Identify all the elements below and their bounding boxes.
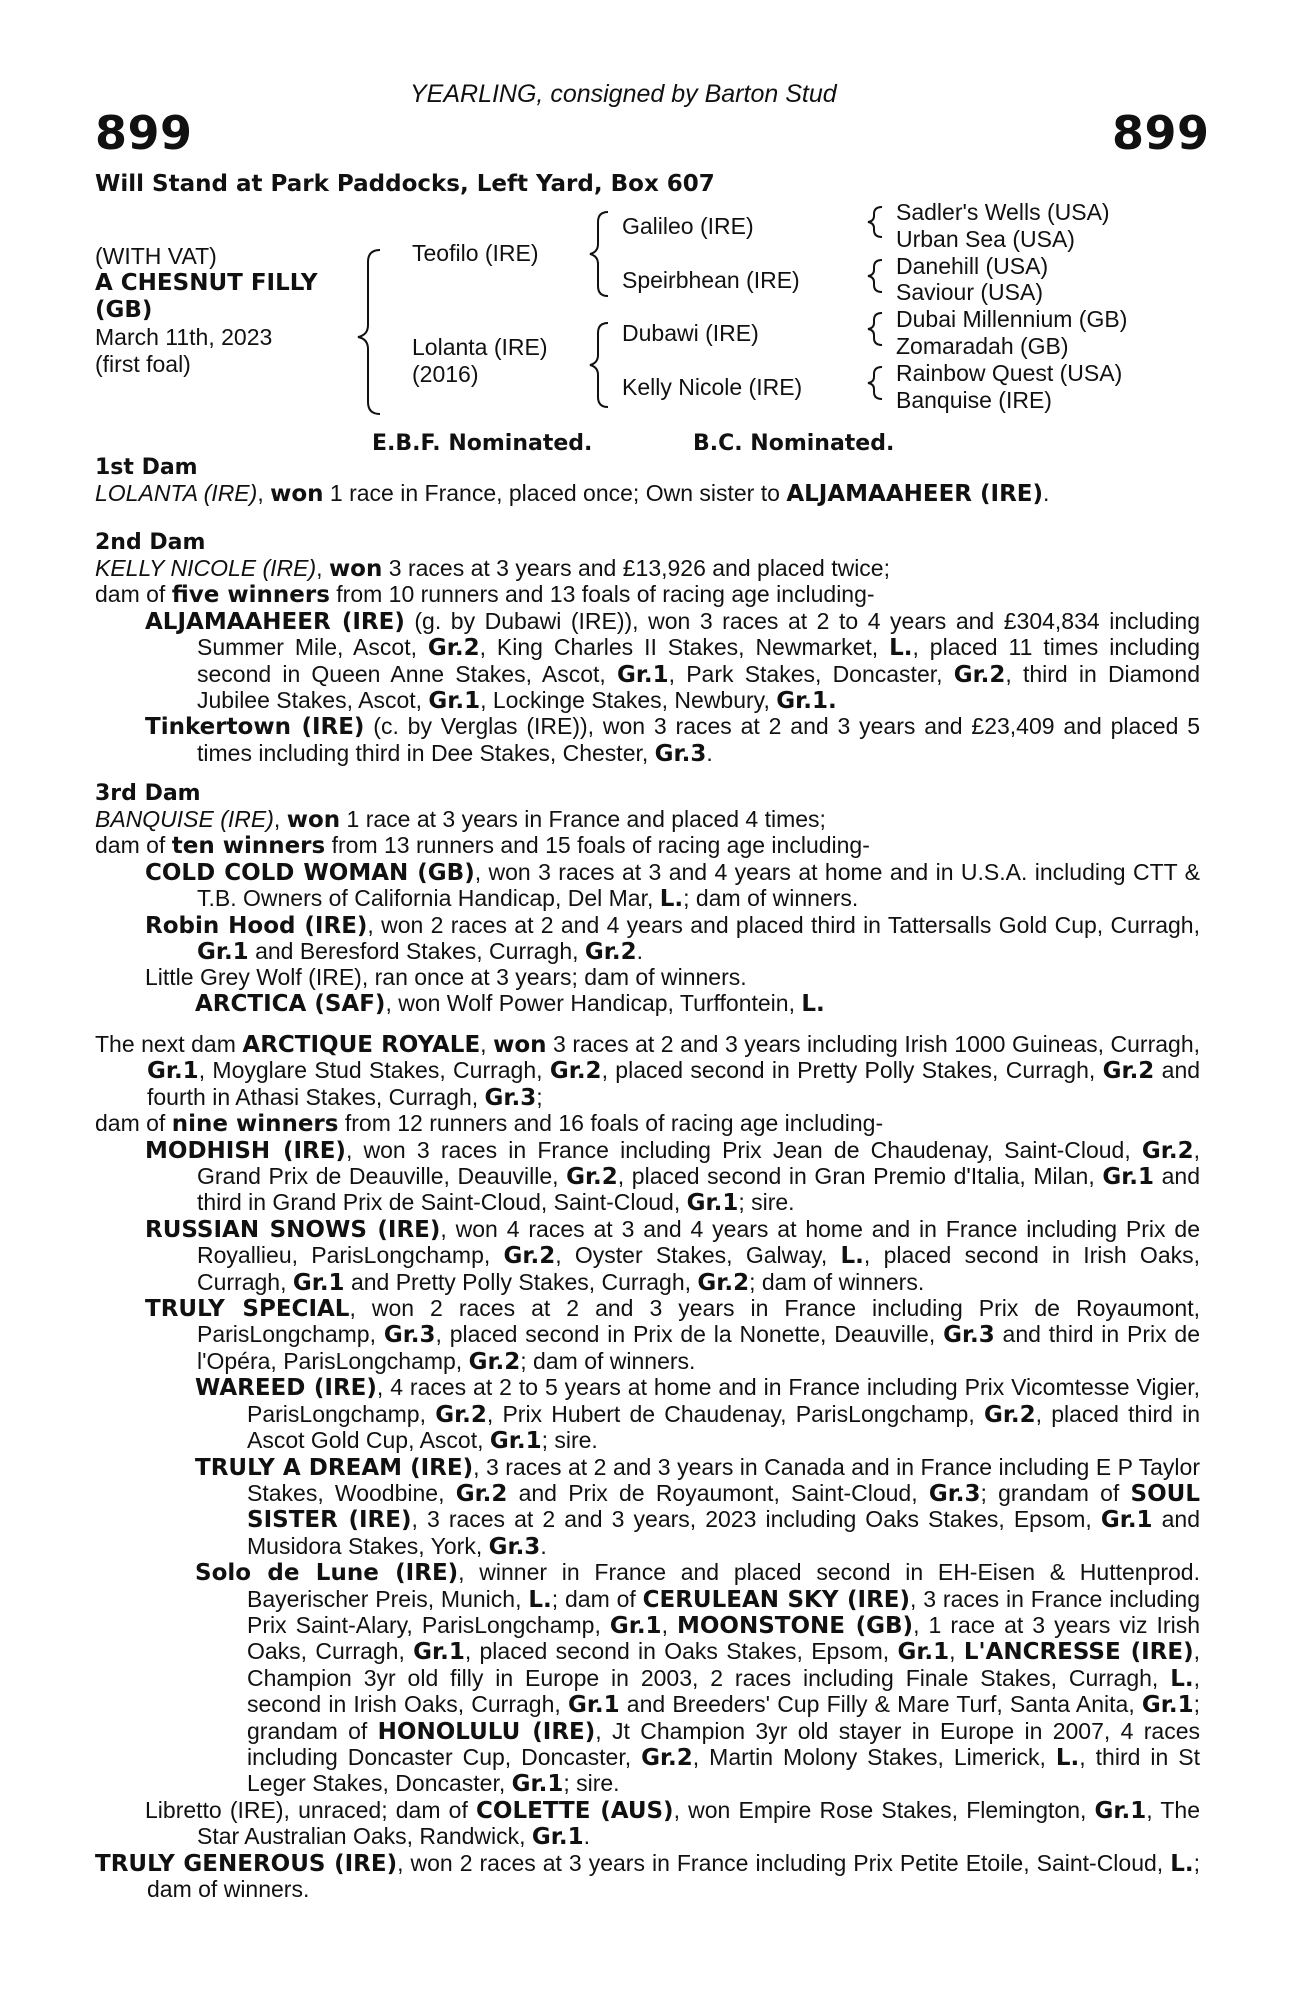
progeny-record: , won Empire Rose Stakes, Flemington, xyxy=(673,1796,1095,1823)
punct: . xyxy=(540,1532,547,1559)
grade: Gr.3 xyxy=(383,1322,436,1349)
winner-count: nine winners xyxy=(171,1111,339,1138)
grade: Gr.1 xyxy=(1102,1164,1155,1191)
horse-origin: (GB) xyxy=(95,297,153,323)
grade: Gr.1 xyxy=(1141,1692,1194,1719)
dam-of: dam of xyxy=(95,581,172,608)
race: , King Charles II Stakes, Newmarket, xyxy=(479,634,890,661)
great-grandsire-3: Danehill (USA) xyxy=(896,253,1049,279)
race: , placed third in Ascot Gold Cup, Ascot, xyxy=(247,1400,1200,1454)
grade: Gr.3 xyxy=(654,740,707,767)
punct: . xyxy=(827,688,837,715)
grade: Gr.1 xyxy=(776,688,828,715)
progeny-record: , won 3 races in France including Prix Jean de Chaudenay, Saint-Cloud, xyxy=(345,1136,1142,1163)
progeny-name: COLD COLD WOMAN (GB) xyxy=(145,859,475,886)
progeny-record: , won Wolf Power Handicap, Turffontein, xyxy=(385,989,802,1016)
grade: L. xyxy=(1170,1850,1194,1877)
race: , placed 11 times including second in Queen Anne Stakes, Ascot, xyxy=(197,634,1201,687)
note: ; dam of winners. xyxy=(749,1268,925,1295)
note: ; grandam of xyxy=(247,1691,1200,1744)
race: , Park Stakes, Doncaster, xyxy=(668,660,954,687)
race: and Beresford Stakes, Curragh, xyxy=(248,938,585,965)
progeny-record: , Champion 3yr old filly in Europe in 2003, 2 races including Finale Stakes, Curragh, xyxy=(247,1638,1201,1691)
grade: Gr.1 xyxy=(609,1612,662,1639)
grade: Gr.1 xyxy=(531,1824,584,1851)
next-dam-label: The next dam xyxy=(95,1031,243,1057)
race: , third in St Leger Stakes, Doncaster, xyxy=(247,1743,1201,1797)
progeny-name: MODHISH (IRE) xyxy=(145,1137,346,1164)
race: , Prix Hubert de Chaudenay, ParisLongchamp, xyxy=(486,1400,984,1427)
grade: Gr.2 xyxy=(503,1243,556,1270)
won-label: won xyxy=(270,481,324,507)
race: and fourth in Athasi Stakes, Curragh, xyxy=(147,1057,1201,1110)
lot-number-right: 899 xyxy=(1112,106,1210,160)
grade: L. xyxy=(840,1243,864,1270)
grade: Gr.1 xyxy=(197,939,249,966)
d1-name: LOLANTA (IRE) xyxy=(95,480,258,506)
grandsire-1: Galileo (IRE) xyxy=(622,213,754,239)
note: ; grandam of xyxy=(980,1479,1131,1506)
won-label: won xyxy=(286,807,341,833)
grade: Gr.2 xyxy=(468,1348,521,1375)
box-location: Will Stand at Park Paddocks, Left Yard, Box 607 xyxy=(95,171,715,197)
first-dam-heading: 1st Dam xyxy=(95,455,198,480)
won-label: won xyxy=(328,556,383,582)
progeny-name: MOONSTONE (GB) xyxy=(676,1612,914,1639)
punct: . xyxy=(706,739,713,766)
punct: , xyxy=(949,1638,964,1665)
d3-record: 1 race at 3 years in France and placed 4 times; xyxy=(340,806,826,832)
dam-year: (2016) xyxy=(412,361,479,387)
won-label: won xyxy=(493,1032,547,1058)
progeny-record: , won 2 races at 3 years in France including Prix Petite Etoile, Saint-Cloud, xyxy=(397,1849,1171,1876)
next-dam-name: ARCTIQUE ROYALE xyxy=(242,1032,481,1058)
next-dam-text: The next dam ARCTIQUE ROYALE, won 3 races at 2 and 3 years including Irish 1000 Guineas, Curragh, Gr.1, Moyglare Stud Stakes, Curragh, Gr.2, placed second in Pretty Polly Stakes, Curragh, Gr.2 and fourth in Athasi Stakes, Curragh, Gr.3; dam of nine winners from 12 runners and 16 foals of racing age including- MODHISH (IRE), won 3 races in France including Prix Jean de Chaudenay, Saint-Cloud, Gr.2, Grand Prix de Deauville, Deauville, Gr.2, placed second in Gran Premio d'Italia, Milan, Gr.1 and third in Grand Prix de Saint-Cloud, Saint-Cloud, Gr.1; sire. RUSSIAN SNOWS (IRE), won 4 races at 3 and 4 years at home and in France including Prix de Royallieu, ParisLongchamp, Gr.2, Oyster Stakes, Galway, L., placed second in Irish Oaks, Curragh, Gr.1 and Pretty Polly Stakes, Curragh, Gr.2; dam of winners. TRULY SPECIAL, won 2 races at 2 and 3 years in France including Prix de Royaumont, ParisLongchamp, Gr.3, placed second in Prix de la Nonette, Deauville, Gr.3 and third in Prix de l'Opéra, ParisLongchamp, Gr.2; dam of winners. WAREED (IRE), 4 races at 2 to 5 years at home and in France including Prix Vicomtesse Vigier, ParisLongchamp, Gr.2, Prix Hubert de Chaudenay, ParisLongchamp, Gr.2, placed third in Ascot Gold Cup, Ascot, Gr.1; sire. TRULY A DREAM (IRE), 3 races at 2 and 3 years in Canada and in France including E P Taylor Stakes, Woodbine, Gr.2 and Prix de Royaumont, Saint-Cloud, Gr.3; grandam of SOUL SISTER (IRE), 3 races at 2 and 3 years, 2023 including Oaks Stakes, Epsom, Gr.1 and Musidora Stakes, York, Gr.3. Solo de Lune (IRE), winner in France and placed second in EH-Eisen & Huttenprod. Bayerischer Preis, Munich, L.; dam of CERULEAN SKY (IRE), 3 races in France including Prix Saint-Alary, ParisLongchamp, Gr.1, MOONSTONE (GB), 1 race at 3 years viz Irish Oaks, Curragh, Gr.1, placed second in Oaks Stakes, Epsom, Gr.1, L'ANCRESSE (IRE), Champion 3yr old filly in Europe in 2003, 2 races including Finale Stakes, Curragh, L., second in Irish Oaks, Curragh, Gr.1 and Breeders' Cup Filly & Mare Turf, Santa Anita, Gr.1; grandam of HONOLULU (IRE), Jt Champion 3yr old stayer in Europe in 2007, 4 races including Doncaster Cup, Doncaster, Gr.2, Martin Molony Stakes, Limerick, L., third in St Leger Stakes, Doncaster, Gr.1; sire. Libretto (IRE), unraced; dam of COLETTE (AUS), won Empire Rose Stakes, Flemington, Gr.1, The Star Australian Oaks, Randwick, Gr.1. TRULY GENEROUS (IRE), won 2 races at 3 years in France including Prix Petite Etoile, Saint-Cloud, L.; dam of winners. xyxy=(95,1031,1201,1902)
progeny-name: Tinkertown (IRE) xyxy=(145,714,365,741)
race: and Prix de Royaumont, Saint-Cloud, xyxy=(507,1479,929,1506)
punct: , xyxy=(661,1611,677,1638)
bc-nomination: B.C. Nominated. xyxy=(693,431,895,456)
progeny-name: HONOLULU (IRE) xyxy=(377,1718,596,1745)
grandsire-3: Dubawi (IRE) xyxy=(622,320,759,346)
horse-name: A CHESNUT FILLY xyxy=(95,270,318,296)
progeny-record: , winner in France and placed second in EH-Eisen & Huttenprod. Bayerischer Preis, Munich, xyxy=(247,1559,1200,1612)
grade: Gr.1 xyxy=(567,1692,620,1719)
race: , Martin Molony Stakes, Limerick, xyxy=(692,1743,1056,1770)
race: , third in Diamond Jubilee Stakes, Ascot, xyxy=(197,660,1200,714)
race: , second in Irish Oaks, Curragh, xyxy=(247,1664,1200,1718)
d2-record: 3 races at 3 years and £13,926 and placed twice; xyxy=(382,555,890,581)
progeny-name: CERULEAN SKY (IRE) xyxy=(642,1586,911,1613)
grade: Gr.1 xyxy=(1094,1797,1147,1824)
grade: Gr.3 xyxy=(943,1322,995,1349)
race: , Lockinge Stakes, Newbury, xyxy=(480,687,777,714)
great-grandsire-2: Urban Sea (USA) xyxy=(896,226,1075,252)
race: and Breeders' Cup Filly & Mare Turf, Santa Anita, xyxy=(619,1691,1142,1718)
dam-of: dam of xyxy=(95,1110,172,1137)
race: , Grand Prix de Deauville, Deauville, xyxy=(197,1136,1200,1190)
dam-of: dam of xyxy=(95,832,172,859)
punct: . xyxy=(636,938,643,965)
sibling-name: ALJAMAAHEER (IRE) xyxy=(786,481,1044,507)
progeny-name: ALJAMAAHEER (IRE) xyxy=(145,608,405,635)
great-grandsire-7: Rainbow Quest (USA) xyxy=(896,360,1123,386)
grade: Gr.2 xyxy=(983,1401,1036,1428)
grade: Gr.3 xyxy=(484,1084,537,1111)
grade: L. xyxy=(1170,1665,1194,1692)
runner-stats: from 13 runners and 15 foals of racing age including- xyxy=(325,832,870,859)
race: and Pretty Polly Stakes, Curragh, xyxy=(344,1268,698,1295)
race: and third in Grand Prix de Saint-Cloud, Saint-Cloud, xyxy=(197,1163,1200,1216)
progeny-record: (g. by Dubawi (IRE)), won 3 races at 2 to 4 years and £304,834 including Summer Mile, Ascot, xyxy=(197,607,1201,661)
note: ; dam of winners. xyxy=(147,1849,1200,1902)
note: ; dam of winners. xyxy=(683,885,859,912)
grade: Gr.2 xyxy=(435,1401,487,1428)
note: ; dam of winners. xyxy=(520,1347,696,1374)
great-grandsire-5: Dubai Millennium (GB) xyxy=(896,306,1128,332)
progeny-line: Libretto (IRE), unraced; dam of xyxy=(145,1796,477,1823)
foal-note: (first foal) xyxy=(95,351,191,377)
grade: Gr.1 xyxy=(897,1639,950,1666)
grade: Gr.1 xyxy=(1100,1507,1153,1534)
consignment-heading: YEARLING, consigned by Barton Stud xyxy=(410,80,837,108)
grade: Gr.1 xyxy=(292,1269,345,1296)
race: and Musidora Stakes, York, xyxy=(247,1506,1201,1559)
progeny-name: TRULY A DREAM (IRE) xyxy=(195,1454,474,1481)
third-dam-heading: 3rd Dam xyxy=(95,781,201,806)
grade: Gr.2 xyxy=(566,1164,618,1191)
progeny-record: , won 3 races at 3 and 4 years at home and in U.S.A. including CTT & T.B. Owners of California Handicap, Del Mar, xyxy=(197,858,1201,912)
progeny-record: , Jt Champion 3yr old stayer in Europe in 2007, 4 races including Doncaster Cup, Doncaster, xyxy=(247,1717,1200,1770)
progeny-name: RUSSIAN SNOWS (IRE) xyxy=(145,1216,441,1243)
dam-name xyxy=(412,334,548,388)
grade: L. xyxy=(659,886,684,913)
note: ; sire. xyxy=(738,1189,795,1216)
grade: Gr.1 xyxy=(616,661,669,688)
great-grandsire-4: Saviour (USA) xyxy=(896,279,1043,305)
great-grandsire-6: Zomaradah (GB) xyxy=(896,333,1069,359)
grade: Gr.1 xyxy=(147,1058,199,1085)
grade: Gr.2 xyxy=(549,1058,602,1085)
progeny-name: COLETTE (AUS) xyxy=(476,1797,674,1824)
lot-number-left: 899 xyxy=(95,106,193,160)
progeny-name: SOUL SISTER (IRE) xyxy=(247,1480,1200,1534)
ebf-nomination: E.B.F. Nominated. xyxy=(372,431,593,456)
race: , The Star Australian Oaks, Randwick, xyxy=(197,1796,1201,1850)
sire: Teofilo (IRE) xyxy=(412,240,539,266)
progeny-record: , won 2 races at 2 and 4 years and placed third in Tattersalls Gold Cup, Curragh, xyxy=(367,911,1200,938)
second-dam-text: KELLY NICOLE (IRE), won 3 races at 3 years and £13,926 and placed twice; dam of five winners from 10 runners and 13 foals of racing age including- ALJAMAAHEER (IRE) (g. by Dubawi (IRE)), won 3 races at 2 to 4 years and £304,834 including Summer Mile, Ascot, Gr.2, King Charles II Stakes, Newmarket, L., placed 11 times including second in Queen Anne Stakes, Ascot, Gr.1, Park Stakes, Doncaster, Gr.2, third in Diamond Jubilee Stakes, Ascot, Gr.1, Lockinge Stakes, Newbury, Gr.1. Tinkertown (IRE) (c. by Verglas (IRE)), won 3 races at 2 and 3 years and £23,409 and placed 5 times including third in Dee Stakes, Chester, Gr.3. xyxy=(95,555,1201,767)
note: ; dam of xyxy=(551,1585,643,1612)
progeny-record: , 3 races at 2 and 3 years in Canada and in France including E P Taylor Stakes, Woodbine, xyxy=(247,1453,1200,1506)
progeny-record: , 3 races at 2 and 3 years, 2023 including Oaks Stakes, Epsom, xyxy=(411,1506,1101,1533)
grade: Gr.1 xyxy=(489,1428,542,1455)
dam-name-line: Lolanta (IRE) xyxy=(412,334,548,360)
grade: Gr.1 xyxy=(686,1190,739,1217)
progeny-name: Solo de Lune (IRE) xyxy=(195,1560,459,1587)
grade: Gr.2 xyxy=(455,1480,508,1507)
great-grandsire-1: Sadler's Wells (USA) xyxy=(896,199,1110,225)
progeny-record: , 4 races at 2 to 5 years at home and in France including Prix Vicomtesse Vigier, ParisLongchamp, xyxy=(247,1374,1201,1427)
second-dam-heading: 2nd Dam xyxy=(95,530,206,555)
progeny-name: Robin Hood (IRE) xyxy=(145,912,368,939)
punct: ; xyxy=(536,1083,543,1110)
runner-stats: from 12 runners and 16 foals of racing age including- xyxy=(338,1110,884,1137)
grade: Gr.3 xyxy=(488,1533,541,1560)
third-dam-text: BANQUISE (IRE), won 1 race at 3 years in France and placed 4 times; dam of ten winners from 13 runners and 15 foals of racing age including- COLD COLD WOMAN (GB), won 3 races at 3 and 4 years at home and in U.S.A. including CTT & T.B. Owners of California Handicap, Del Mar, L.; dam of winners. Robin Hood (IRE), won 2 races at 2 and 4 years and placed third in Tattersalls Gold Cup, Curragh, Gr.1 and Beresford Stakes, Curragh, Gr.2. Little Grey Wolf (IRE), ran once at 3 years; dam of winners. ARCTICA (SAF), won Wolf Power Handicap, Turffontein, L. xyxy=(95,806,1201,1017)
race: , placed second in Oaks Stakes, Epsom, xyxy=(464,1638,898,1665)
punct: . xyxy=(583,1823,590,1850)
grade: Gr.3 xyxy=(928,1480,981,1507)
d1-record: 1 race in France, placed once; Own sister to xyxy=(323,480,787,506)
progeny-name: TRULY SPECIAL xyxy=(145,1296,350,1323)
grandsire-2: Speirbhean (IRE) xyxy=(622,267,800,293)
vat-label: (WITH VAT) xyxy=(95,243,217,269)
progeny-record: , won 2 races at 2 and 3 years in France including Prix de Royaumont, ParisLongchamp, xyxy=(197,1295,1200,1348)
grade: Gr.2 xyxy=(697,1269,750,1296)
first-dam-text: LOLANTA (IRE), won 1 race in France, placed once; Own sister to ALJAMAAHEER (IRE). xyxy=(95,480,1050,507)
d2-name: KELLY NICOLE (IRE) xyxy=(95,555,317,581)
grade: Gr.2 xyxy=(1102,1058,1155,1085)
race: , placed second in Pretty Polly Stakes, Curragh, xyxy=(601,1057,1103,1084)
progeny-record: (c. by Verglas (IRE)), won 3 races at 2 and 3 years and £23,409 and placed 5 times including third in Dee Stakes, Chester, xyxy=(197,713,1200,766)
progeny-record: , won 4 races at 3 and 4 years at home and in France including Prix de Royallieu, ParisLongchamp, xyxy=(197,1215,1200,1269)
grade: Gr.2 xyxy=(1141,1137,1194,1164)
progeny-line: Little Grey Wolf (IRE), ran once at 3 years; dam of winners. xyxy=(145,964,747,991)
race: and third in Prix de l'Opéra, ParisLongchamp, xyxy=(197,1321,1201,1374)
race: , Moyglare Stud Stakes, Curragh, xyxy=(198,1057,550,1084)
grade: L. xyxy=(889,635,913,662)
record: 3 races at 2 and 3 years including Irish 1000 Guineas, Curragh, xyxy=(546,1031,1201,1057)
birth-date: March 11th, 2023 xyxy=(95,324,273,350)
grade: Gr.2 xyxy=(427,635,480,662)
winner-count: ten winners xyxy=(171,833,326,860)
progeny-name: L'ANCRESSE (IRE) xyxy=(963,1639,1194,1666)
race: , placed second in Prix de la Nonette, Deauville, xyxy=(435,1321,944,1348)
progeny-name: TRULY GENEROUS (IRE) xyxy=(95,1850,398,1877)
progeny-name: ARCTICA (SAF) xyxy=(195,990,386,1017)
race: , Oyster Stakes, Galway, xyxy=(555,1242,841,1269)
winner-count: five winners xyxy=(171,582,330,609)
grade: Gr.2 xyxy=(641,1744,693,1771)
grade: Gr.1 xyxy=(428,688,481,715)
punct: . xyxy=(1043,480,1050,506)
grandsire-4: Kelly Nicole (IRE) xyxy=(622,374,803,400)
note: ; sire. xyxy=(541,1427,598,1454)
race: , placed second in Irish Oaks, Curragh, xyxy=(197,1242,1200,1295)
grade: Gr.1 xyxy=(413,1639,465,1666)
d3-name: BANQUISE (IRE) xyxy=(95,806,274,832)
grade: L. xyxy=(1055,1744,1080,1771)
race: , placed second in Gran Premio d'Italia, Milan, xyxy=(617,1163,1103,1190)
grade: L. xyxy=(801,990,825,1017)
grade: Gr.1 xyxy=(511,1771,564,1798)
progeny-name: WAREED (IRE) xyxy=(195,1375,377,1402)
progeny-record: , 3 races in France including Prix Saint-Alary, ParisLongchamp, xyxy=(247,1585,1200,1638)
note: ; sire. xyxy=(563,1770,620,1797)
grade: L. xyxy=(528,1586,552,1613)
grade: Gr.2 xyxy=(953,661,1006,688)
great-grandsire-8: Banquise (IRE) xyxy=(896,387,1052,413)
grade: Gr.2 xyxy=(584,939,637,966)
runner-stats: from 10 runners and 13 foals of racing age including- xyxy=(329,581,875,608)
progeny-record: , 1 race at 3 years viz Irish Oaks, Curragh, xyxy=(247,1611,1200,1665)
